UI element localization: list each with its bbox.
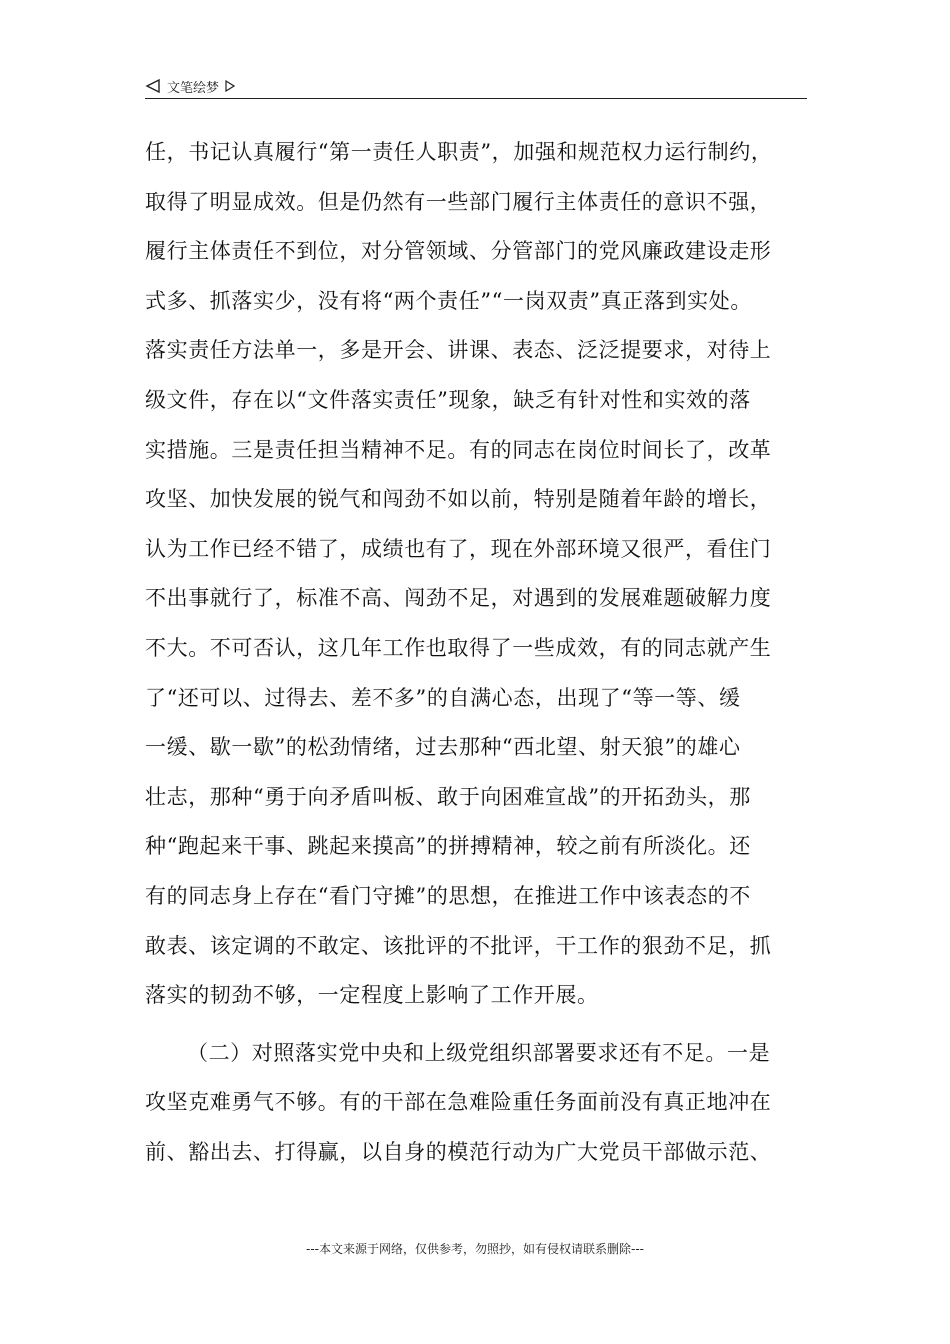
body-line: 敢表、该定调的不敢定、该批评的不批评，干工作的狠劲不足，抓 [145,933,772,958]
document-body [145,128,825,1177]
page-footer: ---本文来源于网络，仅供参考，勿照抄，如有侵权请联系删除--- [306,1242,644,1256]
triangle-left-icon [145,78,161,94]
page-header [145,74,807,98]
body-line: 前、豁出去、打得赢，以自身的模范行动为广大党员干部做示范、 [145,1139,772,1164]
body-line: 不大。不可否认，这几年工作也取得了一些成效，有的同志就产生 [145,635,772,660]
body-line: 了“还可以、过得去、差不多”的自满心态，出现了“等一等、缓 [145,685,741,710]
section-heading-line: （二）对照落实党中央和上级党组织部署要求还有不足。一是 [187,1040,771,1065]
body-line: 壮志，那种“勇于向矛盾叫板、敢于向困难宣战”的开拓劲头，那 [145,784,751,809]
body-line: 攻坚克难勇气不够。有的干部在急难险重任务面前没有真正地冲在 [145,1090,772,1115]
body-line: 级文件，存在以“文件落实责任”现象，缺乏有针对性和实效的落 [145,387,751,412]
body-line: 不出事就行了，标准不高、闯劲不足，对遇到的发展难题破解力度 [145,586,772,611]
body-line: 有的同志身上存在“看门守摊”的思想，在推进工作中该表态的不 [145,883,751,908]
body-line: 履行主体责任不到位，对分管领域、分管部门的党风廉政建设走形 [145,239,772,264]
triangle-right-icon [225,80,235,92]
header-title: 文笔绘梦 [167,80,220,96]
body-line: 取得了明显成效。但是仍然有一些部门履行主体责任的意识不强， [145,189,772,214]
body-line: 落实责任方法单一，多是开会、讲课、表态、泛泛提要求，对待上 [145,338,772,363]
body-line: 式多、抓落实少，没有将“两个责任”“一岗双责”真正落到实处。 [145,288,752,313]
body-line: 一缓、歇一歇”的松劲情绪，过去那种“西北望、射天狼”的雄心 [145,735,741,760]
body-line: 认为工作已经不错了，成绩也有了，现在外部环境又很严，看住门 [145,536,772,561]
body-line: 种“跑起来干事、跳起来摸高”的拼搏精神，较之前有所淡化。还 [145,834,751,859]
body-line: 落实的韧劲不够，一定程度上影响了工作开展。 [145,983,599,1008]
header-divider [145,98,807,99]
body-line: 任，书记认真履行“第一责任人职责”，加强和规范权力运行制约， [145,140,773,164]
body-line: 攻坚、加快发展的锐气和闯劲不如以前，特别是随着年龄的增长， [145,487,772,512]
body-line: 实措施。三是责任担当精神不足。有的同志在岗位时间长了，改革 [145,437,772,462]
